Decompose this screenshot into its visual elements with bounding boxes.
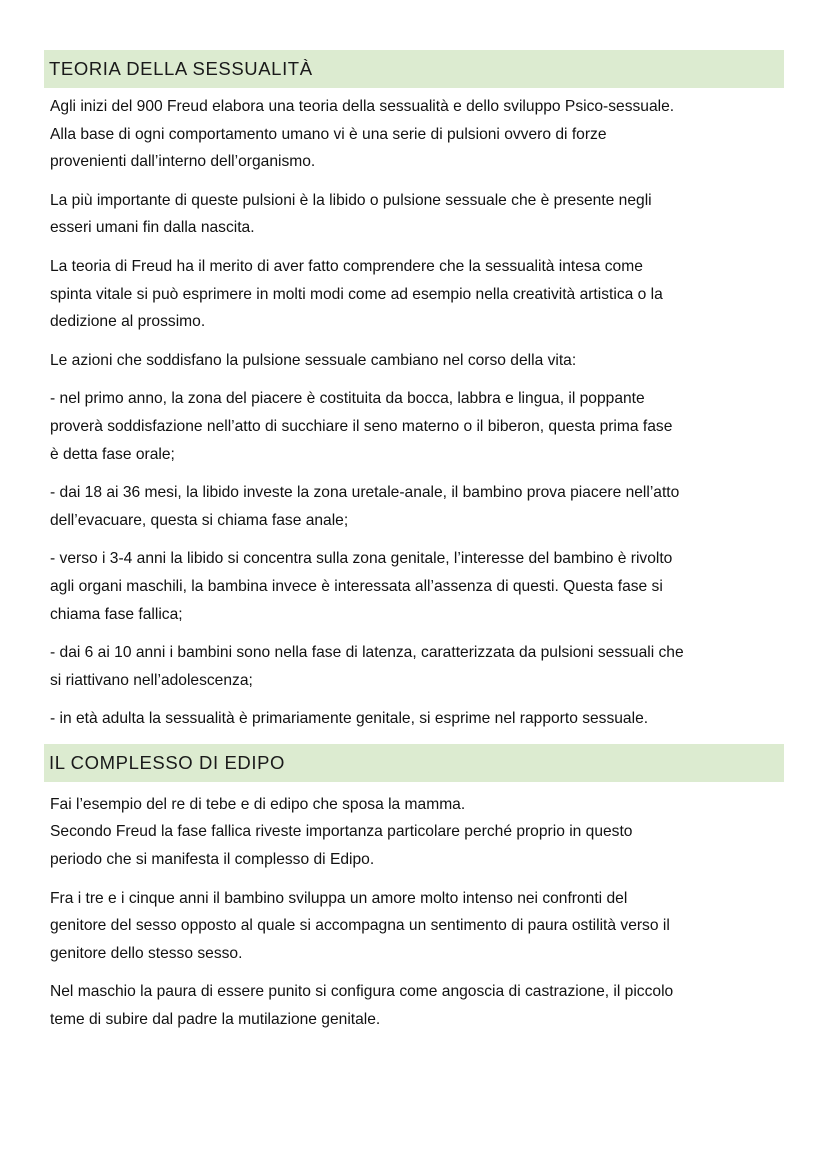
section-body: [44, 791, 784, 1034]
section-body: [44, 93, 784, 733]
paragraph: La teoria di Freud ha il merito di aver fatto comprendere che la sessualità intesa come spinta vitale si può esprimere in molti modi come ad esempio nella creatività artistica o la dedizione al prossimo.: [50, 257, 663, 331]
list-item: - dai 18 ai 36 mesi, la libido investe la zona uretale-anale, il bambino prova piacere nell’atto dell’evacuare, questa si chiama fase anale;: [50, 484, 680, 529]
paragraph: Nel maschio la paura di essere punito si configura come angoscia di castrazione, il piccolo teme di subire dal padre la mutilazione genitale.: [50, 983, 674, 1029]
paragraph: La più importante di queste pulsioni è la libido o pulsione sessuale che è presente negli esseri umani fin dalla nascita.: [50, 191, 652, 237]
paragraph: Fra i tre e i cinque anni il bambino sviluppa un amore molto intenso nei confronti del genitore del sesso opposto al quale si accompagna un sentimento di paura ostilità verso il genitore dello stesso sesso.: [50, 889, 670, 962]
section-complesso-edipo: [44, 744, 784, 1034]
section-teoria-sessualita: [44, 50, 784, 733]
section-heading: IL COMPLESSO DI EDIPO: [44, 744, 784, 782]
paragraph: Le azioni che soddisfano la pulsione sessuale cambiano nel corso della vita:: [50, 351, 577, 369]
list-item: - nel primo anno, la zona del piacere è costituita da bocca, labbra e lingua, il poppante proverà soddisfazione nell’atto di succhiare il seno materno o il biberon, questa prima fase è detta fase orale;: [50, 390, 673, 463]
paragraph: Fai l’esempio del re di tebe e di edipo che sposa la mamma. Secondo Freud la fase fallica riveste importanza particolare perché proprio in questo periodo che si manifesta il complesso di Edipo.: [50, 795, 633, 869]
list-item: - in età adulta la sessualità è primariamente genitale, si esprime nel rapporto sessuale.: [50, 710, 649, 728]
document-page: [44, 50, 784, 1045]
list-item: - dai 6 ai 10 anni i bambini sono nella fase di latenza, caratterizzata da pulsioni sessuali che si riattivano nell’adolescenza;: [50, 644, 684, 689]
section-heading: TEORIA DELLA SESSUALITÀ: [44, 50, 784, 88]
list-item: - verso i 3-4 anni la libido si concentra sulla zona genitale, l’interesse del bambino è rivolto agli organi maschili, la bambina invece è interessata all’assenza di questi. Questa fase si chiama fase fallica;: [50, 550, 673, 623]
paragraph: Agli inizi del 900 Freud elabora una teoria della sessualità e dello sviluppo Psico-sessuale. Alla base di ogni comportamento umano vi è una serie di pulsioni ovvero di forze provenienti dall’interno dell’organismo.: [50, 98, 675, 171]
